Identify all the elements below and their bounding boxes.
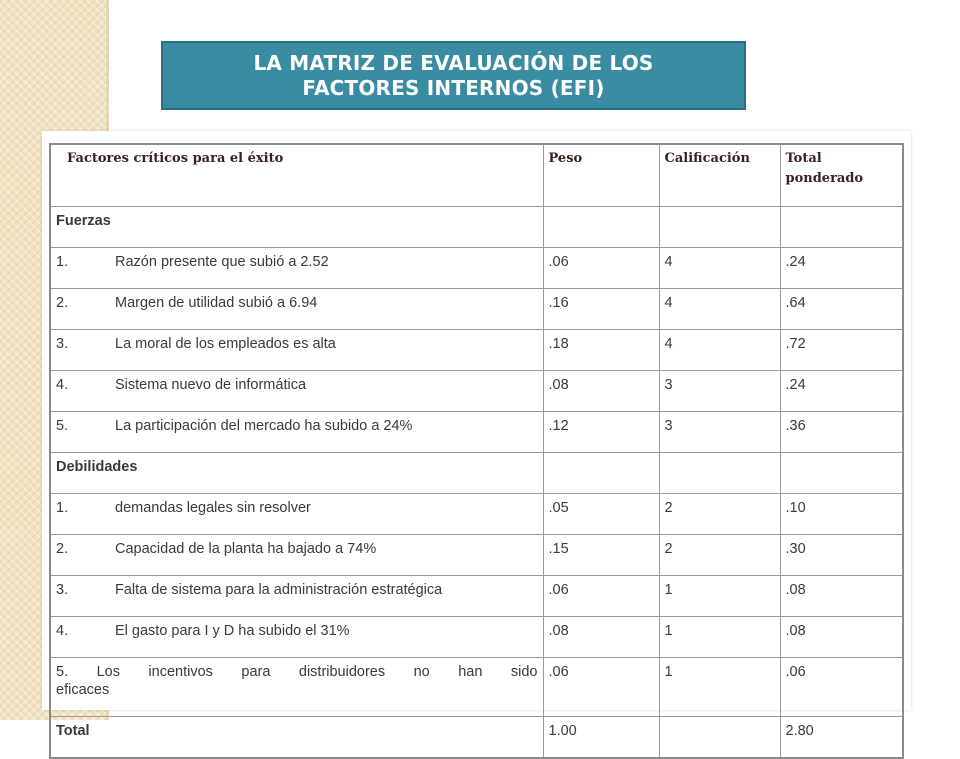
calificacion-cell: 4 [659,330,780,371]
section-row-fuerzas [50,207,903,248]
table-row [50,535,903,576]
calificacion-cell: 2 [659,494,780,535]
factor-cell [50,617,543,658]
total-cell: .10 [780,494,903,535]
total-cell: .72 [780,330,903,371]
factor-number: 3. [56,582,69,598]
calificacion-cell: 4 [659,248,780,289]
factor-text: Falta de sistema para la administración estratégica [115,582,443,598]
table-row [50,576,903,617]
table-cell-empty [659,453,780,494]
peso-cell: .08 [543,617,659,658]
factor-cell [50,412,543,453]
total-label: Total [50,717,543,759]
total-cell: .64 [780,289,903,330]
total-row [50,717,903,759]
factor-text: El gasto para I y D ha subido el 31% [115,623,350,639]
factor-word: no [413,664,430,680]
table-row [50,658,903,717]
factor-number: 1. [56,500,69,516]
factor-number: 1. [56,254,69,270]
factor-number: 3. [56,336,69,352]
factor-text: Sistema nuevo de informática [115,377,307,393]
header-total-line-2: ponderado [785,171,864,186]
peso-cell: .06 [543,248,659,289]
peso-cell: .05 [543,494,659,535]
factor-text: La moral de los empleados es alta [115,336,336,352]
calificacion-cell: 3 [659,371,780,412]
factor-number: 4. [56,623,69,639]
total-cell: .30 [780,535,903,576]
factor-number: 4. [56,377,69,393]
total-peso: 1.00 [543,717,659,759]
total-cell: .24 [780,248,903,289]
calificacion-cell: 1 [659,617,780,658]
section-row-debilidades [50,453,903,494]
factor-cell [50,330,543,371]
table-row [50,412,903,453]
factor-text-line-1 [56,663,538,681]
factor-cell [50,289,543,330]
calificacion-cell: 2 [659,535,780,576]
factor-text: La participación del mercado ha subido a 24% [115,418,413,434]
calificacion-cell: 1 [659,658,780,717]
factor-word: distribuidores [298,664,386,680]
efi-table-image [42,131,911,739]
table-cell-empty [543,207,659,248]
factor-word: incentivos [148,664,213,680]
calificacion-cell: 4 [659,289,780,330]
total-cell: .08 [780,576,903,617]
factor-word: para [241,664,271,680]
table-row [50,617,903,658]
peso-cell: .12 [543,412,659,453]
factor-cell [50,371,543,412]
peso-cell: .06 [543,576,659,617]
factor-text: Razón presente que subió a 2.52 [115,254,329,270]
factor-text: Capacidad de la planta ha bajado a 74% [115,541,377,557]
factor-word: han [458,664,483,680]
factor-text: demandas legales sin resolver [115,500,311,516]
factor-text: Margen de utilidad subió a 6.94 [115,295,318,311]
total-cell: .06 [780,658,903,717]
efi-matrix-table [49,143,904,759]
header-calificacion: Calificación [659,144,780,207]
factor-number: 2. [56,295,69,311]
table-row [50,330,903,371]
calificacion-cell: 3 [659,412,780,453]
factor-cell [50,248,543,289]
total-cell: .08 [780,617,903,658]
peso-cell: .18 [543,330,659,371]
factor-cell [50,494,543,535]
factor-text-line-2: eficaces [56,682,110,698]
header-factor: Factores críticos para el éxito [50,144,543,207]
factor-number: 5. [56,418,69,434]
header-peso: Peso [543,144,659,207]
total-cell: .24 [780,371,903,412]
peso-cell: .16 [543,289,659,330]
factor-word: Los [96,664,120,680]
peso-cell: .06 [543,658,659,717]
table-cell-empty [780,453,903,494]
factor-word: sido [510,664,538,680]
factor-cell [50,658,543,717]
slide-title-line-1: LA MATRIZ DE EVALUACIÓN DE LOS [253,50,654,75]
factor-number: 2. [56,541,69,557]
factor-cell [50,535,543,576]
table-row [50,248,903,289]
calificacion-cell: 1 [659,576,780,617]
table-cell-empty [543,453,659,494]
table-header-row [50,144,903,207]
table-row [50,289,903,330]
section-label-fuerzas: Fuerzas [50,207,543,248]
total-ponderado: 2.80 [780,717,903,759]
header-total-line-1: Total [785,151,822,166]
total-cell: .36 [780,412,903,453]
table-row [50,371,903,412]
total-calificacion [659,717,780,759]
slide-title [161,41,746,110]
slide-title-line-2: FACTORES INTERNOS (EFI) [302,75,605,100]
factor-cell [50,576,543,617]
section-label-debilidades: Debilidades [50,453,543,494]
table-row [50,494,903,535]
peso-cell: .15 [543,535,659,576]
factor-number: 5. [56,664,69,680]
header-total-ponderado [780,144,903,207]
table-cell-empty [780,207,903,248]
peso-cell: .08 [543,371,659,412]
table-cell-empty [659,207,780,248]
